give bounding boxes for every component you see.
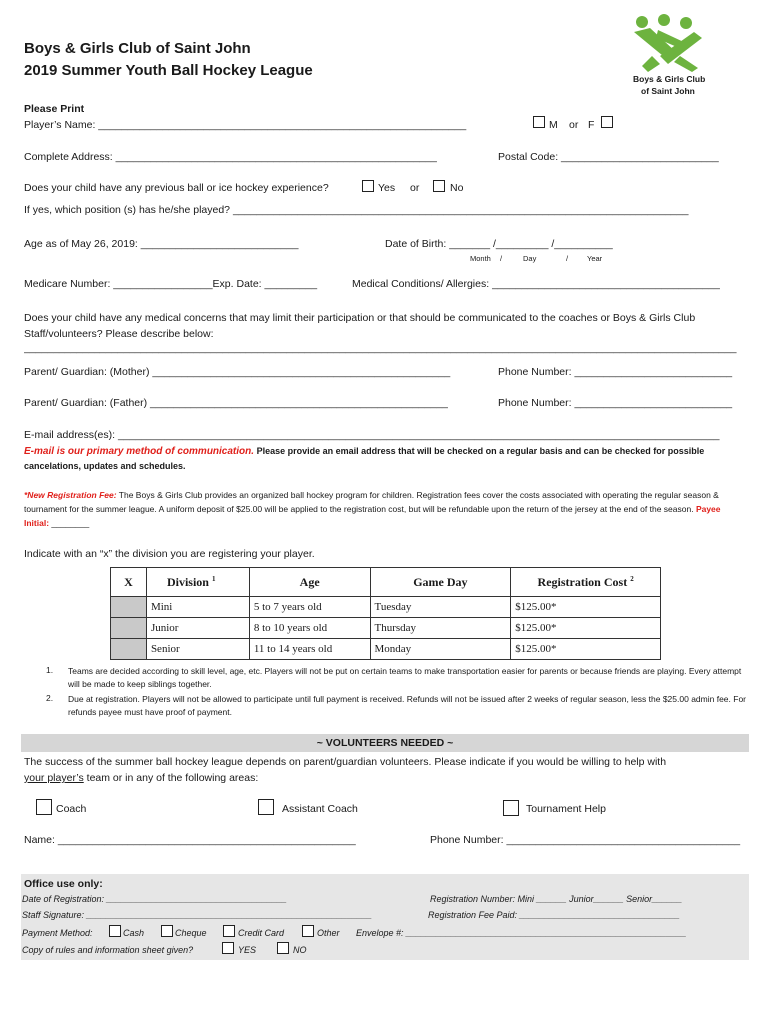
dob-slash-1: / bbox=[500, 254, 503, 263]
mother-field[interactable]: Parent/ Guardian: (Mother) ___________________________________________________ bbox=[24, 366, 451, 378]
dob-month-caption: Month bbox=[470, 254, 491, 263]
header-division bbox=[146, 568, 249, 597]
office-use-title: Office use only: bbox=[24, 878, 103, 890]
dob-year-caption: Year bbox=[587, 254, 603, 263]
note-2-number: 2. bbox=[46, 693, 54, 703]
row-mini-age: 5 to 7 years old bbox=[249, 597, 370, 618]
experience-question: Does your child have any previous ball or ice hockey experience? bbox=[24, 182, 329, 194]
position-field[interactable]: If yes, which position (s) has he/she played? ______________________________________________________________________________ bbox=[24, 204, 689, 216]
registration-fee-paid-field[interactable]: Registration Fee Paid: ________________________________ bbox=[428, 910, 680, 920]
pm-other-checkbox[interactable] bbox=[302, 925, 314, 937]
table-header-row bbox=[111, 568, 661, 597]
father-phone-field[interactable]: Phone Number: ___________________________ bbox=[498, 397, 733, 409]
pm-credit-label: Credit Card bbox=[238, 928, 285, 938]
date-of-registration-field[interactable]: Date of Registration: ____________________________________ bbox=[22, 894, 287, 904]
volunteer-name-field[interactable]: Name: ___________________________________________________ bbox=[24, 834, 356, 846]
table-row bbox=[111, 639, 661, 660]
concerns-text: Does your child have any medical concerns that may limit their participation or that should be communicated to the coaches or Boys & Girls Club Staff/volunteers? Please describe below: bbox=[24, 312, 696, 340]
pm-cheque-checkbox[interactable] bbox=[161, 925, 173, 937]
experience-yes-label: Yes bbox=[378, 182, 396, 194]
dob-field[interactable]: Date of Birth: _______ /_________ /__________ bbox=[385, 238, 613, 250]
row-senior-age: 11 to 14 years old bbox=[249, 639, 370, 660]
row-senior-division: Senior bbox=[146, 639, 249, 660]
email-primary-note: E-mail is our primary method of communication. bbox=[24, 446, 255, 457]
row-junior-cost: $125.00* bbox=[511, 618, 661, 639]
volunteers-text-c: team or in any of the following areas: bbox=[86, 772, 259, 784]
postal-code-field[interactable]: Postal Code: ___________________________ bbox=[498, 151, 719, 163]
address-field[interactable]: Complete Address: _______________________________________________________ bbox=[24, 151, 437, 163]
experience-yes-checkbox[interactable] bbox=[362, 180, 374, 192]
row-senior-checkbox[interactable] bbox=[111, 639, 147, 660]
concerns-line[interactable]: __________________________________________________________________________________________________________________________ bbox=[24, 342, 737, 354]
copy-yes-label: YES bbox=[238, 945, 257, 955]
note-1-text: Teams are decided according to skill level, age, etc. Players will not be put on certain teams to make transportation easier for parents or because friends are playing. Every attempt will be made to keep siblings together. bbox=[68, 666, 742, 689]
header-division-sup: 1 bbox=[211, 574, 216, 583]
copy-no-checkbox[interactable] bbox=[277, 942, 289, 954]
registration-number-field[interactable]: Registration Number: Mini ______ Junior______ Senior______ bbox=[430, 894, 683, 904]
note-1-number: 1. bbox=[46, 665, 54, 675]
coach-label: Coach bbox=[56, 803, 87, 815]
coach-checkbox[interactable] bbox=[36, 799, 52, 815]
pm-credit-checkbox[interactable] bbox=[223, 925, 235, 937]
experience-no-label: No bbox=[450, 182, 464, 194]
volunteers-text-b: your player’s bbox=[24, 772, 84, 784]
gender-m-label: M bbox=[549, 119, 558, 131]
medicare-field[interactable]: Medicare Number: _________________Exp. Date: _________ bbox=[24, 278, 318, 290]
logo-text-2: of Saint John bbox=[641, 86, 695, 96]
header-x: X bbox=[111, 568, 147, 597]
tournament-help-checkbox[interactable] bbox=[503, 800, 519, 816]
fee-label: *New Registration Fee: bbox=[24, 490, 117, 500]
pm-cheque-label: Cheque bbox=[175, 928, 207, 938]
table-row bbox=[111, 618, 661, 639]
assistant-coach-label: Assistant Coach bbox=[282, 803, 358, 815]
row-senior-day: Monday bbox=[370, 639, 511, 660]
copy-rules-label: Copy of rules and information sheet given? bbox=[22, 945, 194, 955]
header-cost-text: Registration Cost bbox=[537, 574, 628, 589]
division-table bbox=[110, 567, 661, 660]
volunteers-banner: ~ VOLUNTEERS NEEDED ~ bbox=[21, 734, 749, 752]
tournament-help-label: Tournament Help bbox=[526, 803, 606, 815]
header-division-text: Division bbox=[166, 574, 209, 589]
row-junior-age: 8 to 10 years old bbox=[249, 618, 370, 639]
payee-initial-label: Payee Initial: bbox=[24, 504, 721, 528]
staff-signature-field[interactable]: Staff Signature: _________________________________________________________ bbox=[22, 910, 372, 920]
row-mini-cost: $125.00* bbox=[511, 597, 661, 618]
experience-or: or bbox=[410, 182, 420, 194]
email-note: Please provide an email address that will be checked on a regular basis and can be checked for possible cancelations, updates and schedules. bbox=[24, 446, 705, 471]
payee-initial-field[interactable]: ________ bbox=[51, 518, 90, 528]
title-line-1: Boys & Girls Club of Saint John bbox=[24, 40, 251, 57]
assistant-coach-checkbox[interactable] bbox=[258, 799, 274, 815]
gender-f-checkbox[interactable] bbox=[601, 116, 613, 128]
player-name-field[interactable]: Player’s Name: _______________________________________________________________ bbox=[24, 119, 467, 131]
row-mini-division: Mini bbox=[146, 597, 249, 618]
gender-m-checkbox[interactable] bbox=[533, 116, 545, 128]
please-print: Please Print bbox=[24, 103, 85, 115]
row-mini-day: Tuesday bbox=[370, 597, 511, 618]
payment-method-label: Payment Method: bbox=[22, 928, 93, 938]
header-age: Age bbox=[249, 568, 370, 597]
note-2-text: Due at registration. Players will not be allowed to participate until full payment is received. Refunds will not be issued after 2 weeks of regular season, less the $25.00 admin fee. For refunds payee must have proof of payment. bbox=[68, 694, 746, 717]
dob-slash-2: / bbox=[566, 254, 569, 263]
gender-or: or bbox=[569, 119, 579, 131]
mother-phone-field[interactable]: Phone Number: ___________________________ bbox=[498, 366, 733, 378]
volunteer-phone-field[interactable]: Phone Number: ________________________________________ bbox=[430, 834, 741, 846]
dob-day-caption: Day bbox=[523, 254, 537, 263]
row-junior-checkbox[interactable] bbox=[111, 618, 147, 639]
header-cost bbox=[511, 568, 661, 597]
gender-f-label: F bbox=[588, 119, 595, 131]
row-senior-cost: $125.00* bbox=[511, 639, 661, 660]
row-mini-checkbox[interactable] bbox=[111, 597, 147, 618]
volunteers-text-a: The success of the summer ball hockey league depends on parent/guardian volunteers. Please indicate if you would be willing to help with bbox=[24, 756, 667, 768]
father-field[interactable]: Parent/ Guardian: (Father) ___________________________________________________ bbox=[24, 397, 448, 409]
row-junior-day: Thursday bbox=[370, 618, 511, 639]
copy-no-label: NO bbox=[293, 945, 307, 955]
logo-figures-icon bbox=[628, 14, 718, 74]
table-row bbox=[111, 597, 661, 618]
pm-cash-label: Cash bbox=[123, 928, 145, 938]
row-junior-division: Junior bbox=[146, 618, 249, 639]
medical-conditions-field[interactable]: Medical Conditions/ Allergies: _______________________________________ bbox=[352, 278, 720, 290]
header-game-day: Game Day bbox=[370, 568, 511, 597]
envelope-field[interactable]: Envelope #: ________________________________________________________ bbox=[356, 928, 687, 938]
age-field[interactable]: Age as of May 26, 2019: ___________________________ bbox=[24, 238, 299, 250]
experience-no-checkbox[interactable] bbox=[433, 180, 445, 192]
title-line-2: 2019 Summer Youth Ball Hockey League bbox=[24, 62, 313, 79]
pm-other-label: Other bbox=[317, 928, 340, 938]
copy-yes-checkbox[interactable] bbox=[222, 942, 234, 954]
header-cost-sup: 2 bbox=[630, 574, 634, 583]
fee-text: The Boys & Girls Club provides an organized ball hockey program for children. Registration fees cover the costs associated with operating the regular season & tournament for the summer league. A uniform deposit of $25.00 will be applied to the registration cost, but will be refundable upon the return of the jersey at the end of the season. bbox=[24, 490, 719, 514]
division-instruction: Indicate with an “x” the division you are registering your player. bbox=[24, 548, 315, 560]
logo-text-1: Boys & Girls Club bbox=[633, 74, 706, 84]
email-field[interactable]: E-mail address(es): _______________________________________________________________________________________________________ bbox=[24, 429, 720, 441]
pm-cash-checkbox[interactable] bbox=[109, 925, 121, 937]
